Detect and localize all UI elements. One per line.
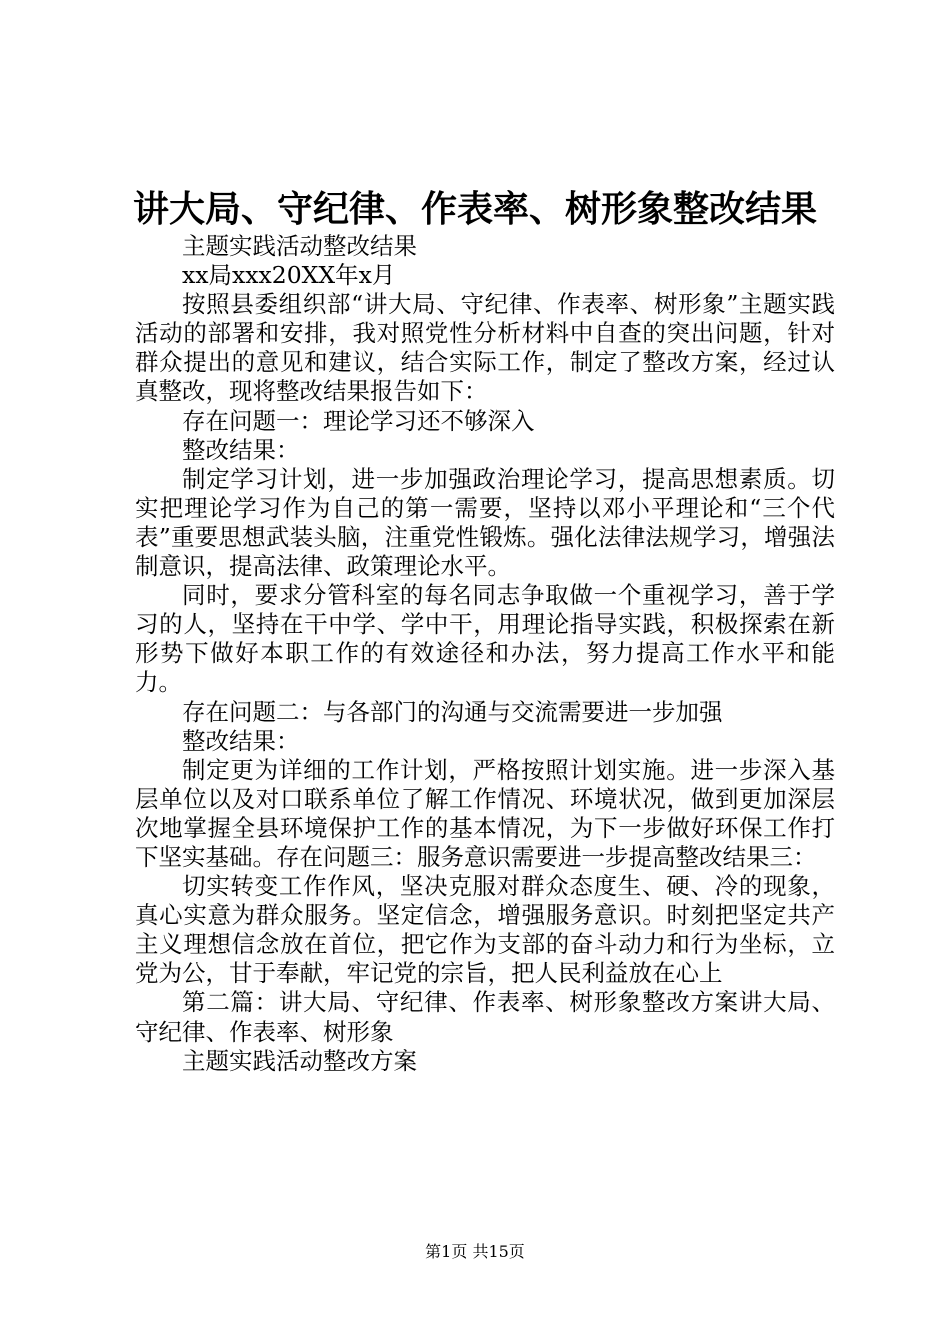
- paragraph-issue-2: 存在问题二：与各部门的沟通与交流需要进一步加强: [182, 697, 723, 726]
- paragraph-result-label-2: 整改结果：: [182, 726, 300, 755]
- paragraph-result-1b: 同时，要求分管科室的每名同志争取做一个重视学习，善于学习的人，坚持在干中学、学中干，用理论指导实践，积极探索在新形势下做好本职工作的有效途径和办法，努力提高工作水平和能力。: [135, 581, 835, 697]
- paragraph-subtitle: 主题实践活动整改结果: [182, 232, 417, 260]
- paragraph-result-1a: 制定学习计划，进一步加强政治理论学习，提高思想素质。切实把理论学习作为自己的第一需要，坚持以邓小平理论和“三个代表”重要思想武装头脑，注重党性锻炼。强化法律法规学习，增强法制意识，提高法律、政策理论水平。: [135, 464, 835, 581]
- paragraph-result-label-1: 整改结果：: [182, 435, 300, 464]
- paragraph-second-part-heading: 第二篇：讲大局、守纪律、作表率、树形象整改方案讲大局、守纪律、作表率、树形象: [135, 988, 835, 1046]
- paragraph-second-part-subtitle: 主题实践活动整改方案: [182, 1046, 417, 1075]
- paragraph-intro: 按照县委组织部“讲大局、守纪律、作表率、树形象”主题实践活动的部署和安排，我对照党性分析材料中自查的突出问题，针对群众提出的意见和建议，结合实际工作，制定了整改方案，经过认真整改，现将整改结果报告如下：: [135, 290, 835, 406]
- paragraph-author-date: xx局xxx20XX年x月: [182, 261, 396, 290]
- page-footer: 第1页 共15页: [425, 1242, 525, 1261]
- paragraph-issue-1: 存在问题一：理论学习还不够深入: [182, 406, 535, 435]
- paragraph-result-2: 制定更为详细的工作计划，严格按照计划实施。进一步深入基层单位以及对口联系单位了解工作情况、环境状况，做到更加深层次地掌握全县环境保护工作的基本情况，为下一步做好环保工作打下坚实基础。存在问题三：服务意识需要进一步提高整改结果三：: [135, 755, 835, 871]
- paragraph-result-3: 切实转变工作作风，坚决克服对群众态度生、硬、冷的现象，真心实意为群众服务。坚定信念，增强服务意识。时刻把坚定共产主义理想信念放在首位，把它作为支部的奋斗动力和行为坐标，立党为公，甘于奉献，牢记党的宗旨，把人民利益放在心上: [135, 872, 835, 988]
- document-body: [135, 232, 835, 1076]
- document-title: 讲大局、守纪律、作表率、树形象整改结果: [132, 188, 817, 230]
